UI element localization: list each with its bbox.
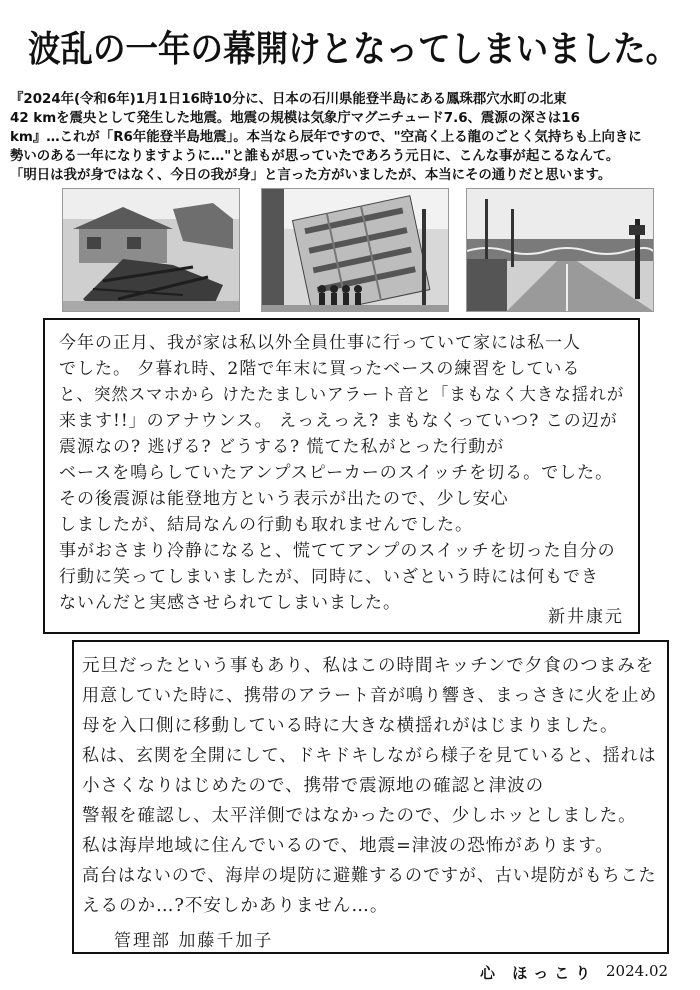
- essay-line: 行動に笑ってしまいましたが、同時に、いざという時には何もでき: [59, 567, 599, 587]
- flooded-road-photo: [466, 188, 654, 312]
- intro-line: 「明日は我が身ではなく、今日の我が身」と言った方がいましたが、本当にその通りだと思います。: [10, 168, 612, 183]
- photo-strip: [62, 188, 652, 310]
- essay-box-arai: [43, 318, 640, 634]
- essay-line: 来ます!!」のアナウンス。 えっえっえ? まもなくっていつ? この辺が: [59, 411, 618, 431]
- intro-line: 勢いのある一年になりますように…"と誰もが思っていたであろう元日に、こんな事が起こるなんて。: [10, 149, 620, 164]
- essay-line: 事がおさまり冷静になると、慌ててアンプのスイッチを切った自分の: [59, 541, 616, 561]
- tilted-building-photo: [261, 188, 449, 312]
- essay-line: と、突然スマホから けたたましいアラート音と「まもなく大きな揺れが: [59, 385, 625, 405]
- author-signature: 新井康元: [548, 607, 624, 627]
- essay-line: 元旦だったという事もあり、私はこの時間キッチンで夕食のつまみを: [82, 656, 655, 676]
- essay-line: 母を入口側に移動している時に大きな横揺れがはじまりました。: [82, 716, 619, 736]
- essay-line: 私は海岸地域に住んでいるので、地震=津波の恐怖があります。: [82, 836, 614, 856]
- newsletter-name: 心 ほっこり: [480, 964, 597, 982]
- essay-line: えるのか…?不安しかありません…。: [82, 896, 389, 916]
- intro-line: km』…これが「R6年能登半島地震」。本当なら辰年ですので、"空高く上る龍のごとく気持ちも上向きに: [10, 130, 642, 145]
- intro-text: [10, 90, 688, 185]
- essay-line: しましたが、結局なんの行動も取れませんでした。: [59, 515, 473, 535]
- essay-line: 小さくなりはじめたので、携帯で震源地の確認と津波の: [82, 776, 545, 796]
- essay-line: その後震源は能登地方という表示が出たので、少し安心: [59, 489, 509, 509]
- essay-line: ないんだと実感させられてしまいました。: [59, 593, 401, 613]
- issue-date: 2024.02: [606, 962, 669, 980]
- essay-line: 用意していた時に、携帯のアラート音が鳴り響き、まっさきに火を止め: [82, 686, 658, 706]
- essay-box-kato: [72, 640, 669, 954]
- page-title: 波乱の一年の幕開けとなってしまいました。: [28, 29, 679, 70]
- essay-line: でした。 夕暮れ時、2階で年末に買ったベースの練習をしている: [59, 359, 581, 379]
- essay-line: 高台はないので、海岸の堤防に避難するのですが、古い堤防がもちこた: [82, 866, 657, 886]
- essay-line: ベースを鳴らしていたアンプスピーカーのスイッチを切る。でした。: [59, 463, 614, 483]
- intro-line: 『2024年(令和6年)1月1日16時10分に、日本の石川県能登半島にある鳳珠郡穴水町の北東: [10, 92, 567, 107]
- intro-line: 42 kmを震央として発生した地震。地震の規模は気象庁マグニチュード7.6、震源の深さは16: [10, 111, 580, 126]
- essay-line: 震源なの? 逃げる? どうする? 慌てた私がとった行動が: [59, 437, 505, 457]
- essay-line: 私は、玄関を全開にして、ドキドキしながら様子を見ていると、揺れは: [82, 746, 657, 766]
- author-signature: 管理部 加藤千加子: [114, 931, 274, 951]
- collapsed-house-photo: [62, 188, 240, 312]
- essay-line: 今年の正月、我が家は私以外全員仕事に行っていて家には私一人: [59, 333, 581, 353]
- essay-line: 警報を確認し、太平洋側ではなかったので、少しホッとしました。: [82, 806, 637, 826]
